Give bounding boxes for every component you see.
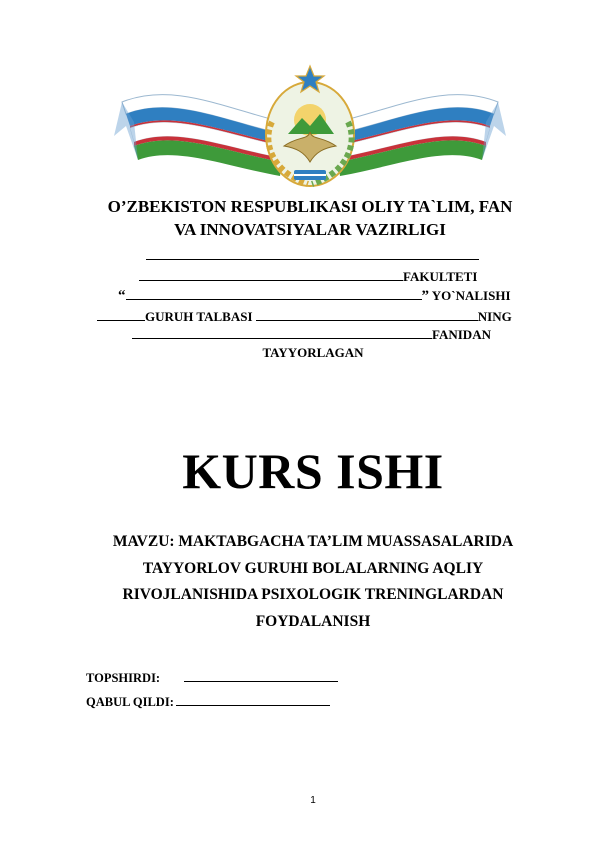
direction-close-quote: ”: [421, 288, 429, 304]
ministry-heading-line2: VA INNOVATSIYALAR VAZIRLIGI: [174, 220, 446, 239]
topic-line1: MAVZU: MAKTABGACHA TA’LIM MUASSASALARIDA: [112, 533, 514, 550]
flag-ribbon-left: [114, 95, 282, 176]
faculty-line: [139, 269, 477, 285]
direction-blank: [126, 289, 422, 300]
subject-label: FANIDAN: [432, 327, 491, 342]
accepted-blank: [176, 695, 330, 706]
subject-blank: [132, 328, 432, 339]
coat-of-arms: [266, 66, 354, 186]
topic-block: [80, 529, 546, 635]
faculty-blank: [139, 270, 403, 281]
accepted-row: [86, 695, 330, 710]
group-number-blank: [97, 310, 145, 321]
university-blank: [146, 259, 479, 260]
direction-label: YO`NALISHI: [431, 288, 511, 303]
direction-line: [118, 288, 511, 305]
subject-line: [132, 327, 491, 343]
topic-line4: FOYDALANISH: [255, 612, 371, 630]
submitted-blank: [184, 671, 338, 682]
group-suffix: NING: [477, 309, 512, 324]
prepared-label: TAYYORLAGAN: [262, 345, 364, 360]
topic-line3: RIVOJLANISHIDA PSIXOLOGIK TRENINGLARDAN: [122, 586, 504, 603]
group-label: GURUH TALBASI: [145, 309, 253, 324]
group-line: [97, 309, 512, 325]
submitted-label: TOPSHIRDI:: [86, 671, 161, 685]
ministry-heading-line1: O’ZBEKISTON RESPUBLIKASI OLIY TA`LIM, FAN: [107, 197, 513, 216]
submitted-row: [86, 671, 338, 686]
document-title: KURS ISHI: [182, 443, 444, 499]
group-leader-blank: [256, 310, 478, 321]
flag-ribbon-right: [338, 95, 506, 176]
faculty-label: FAKULTETI: [403, 269, 478, 284]
direction-open-quote: “: [118, 288, 126, 304]
accepted-label: QABUL QILDI:: [86, 695, 174, 709]
state-emblem-image: [112, 62, 508, 190]
topic-line2: TAYYORLOV GURUHI BOLALARNING AQLIY: [142, 559, 484, 577]
page-number: 1: [310, 795, 316, 806]
